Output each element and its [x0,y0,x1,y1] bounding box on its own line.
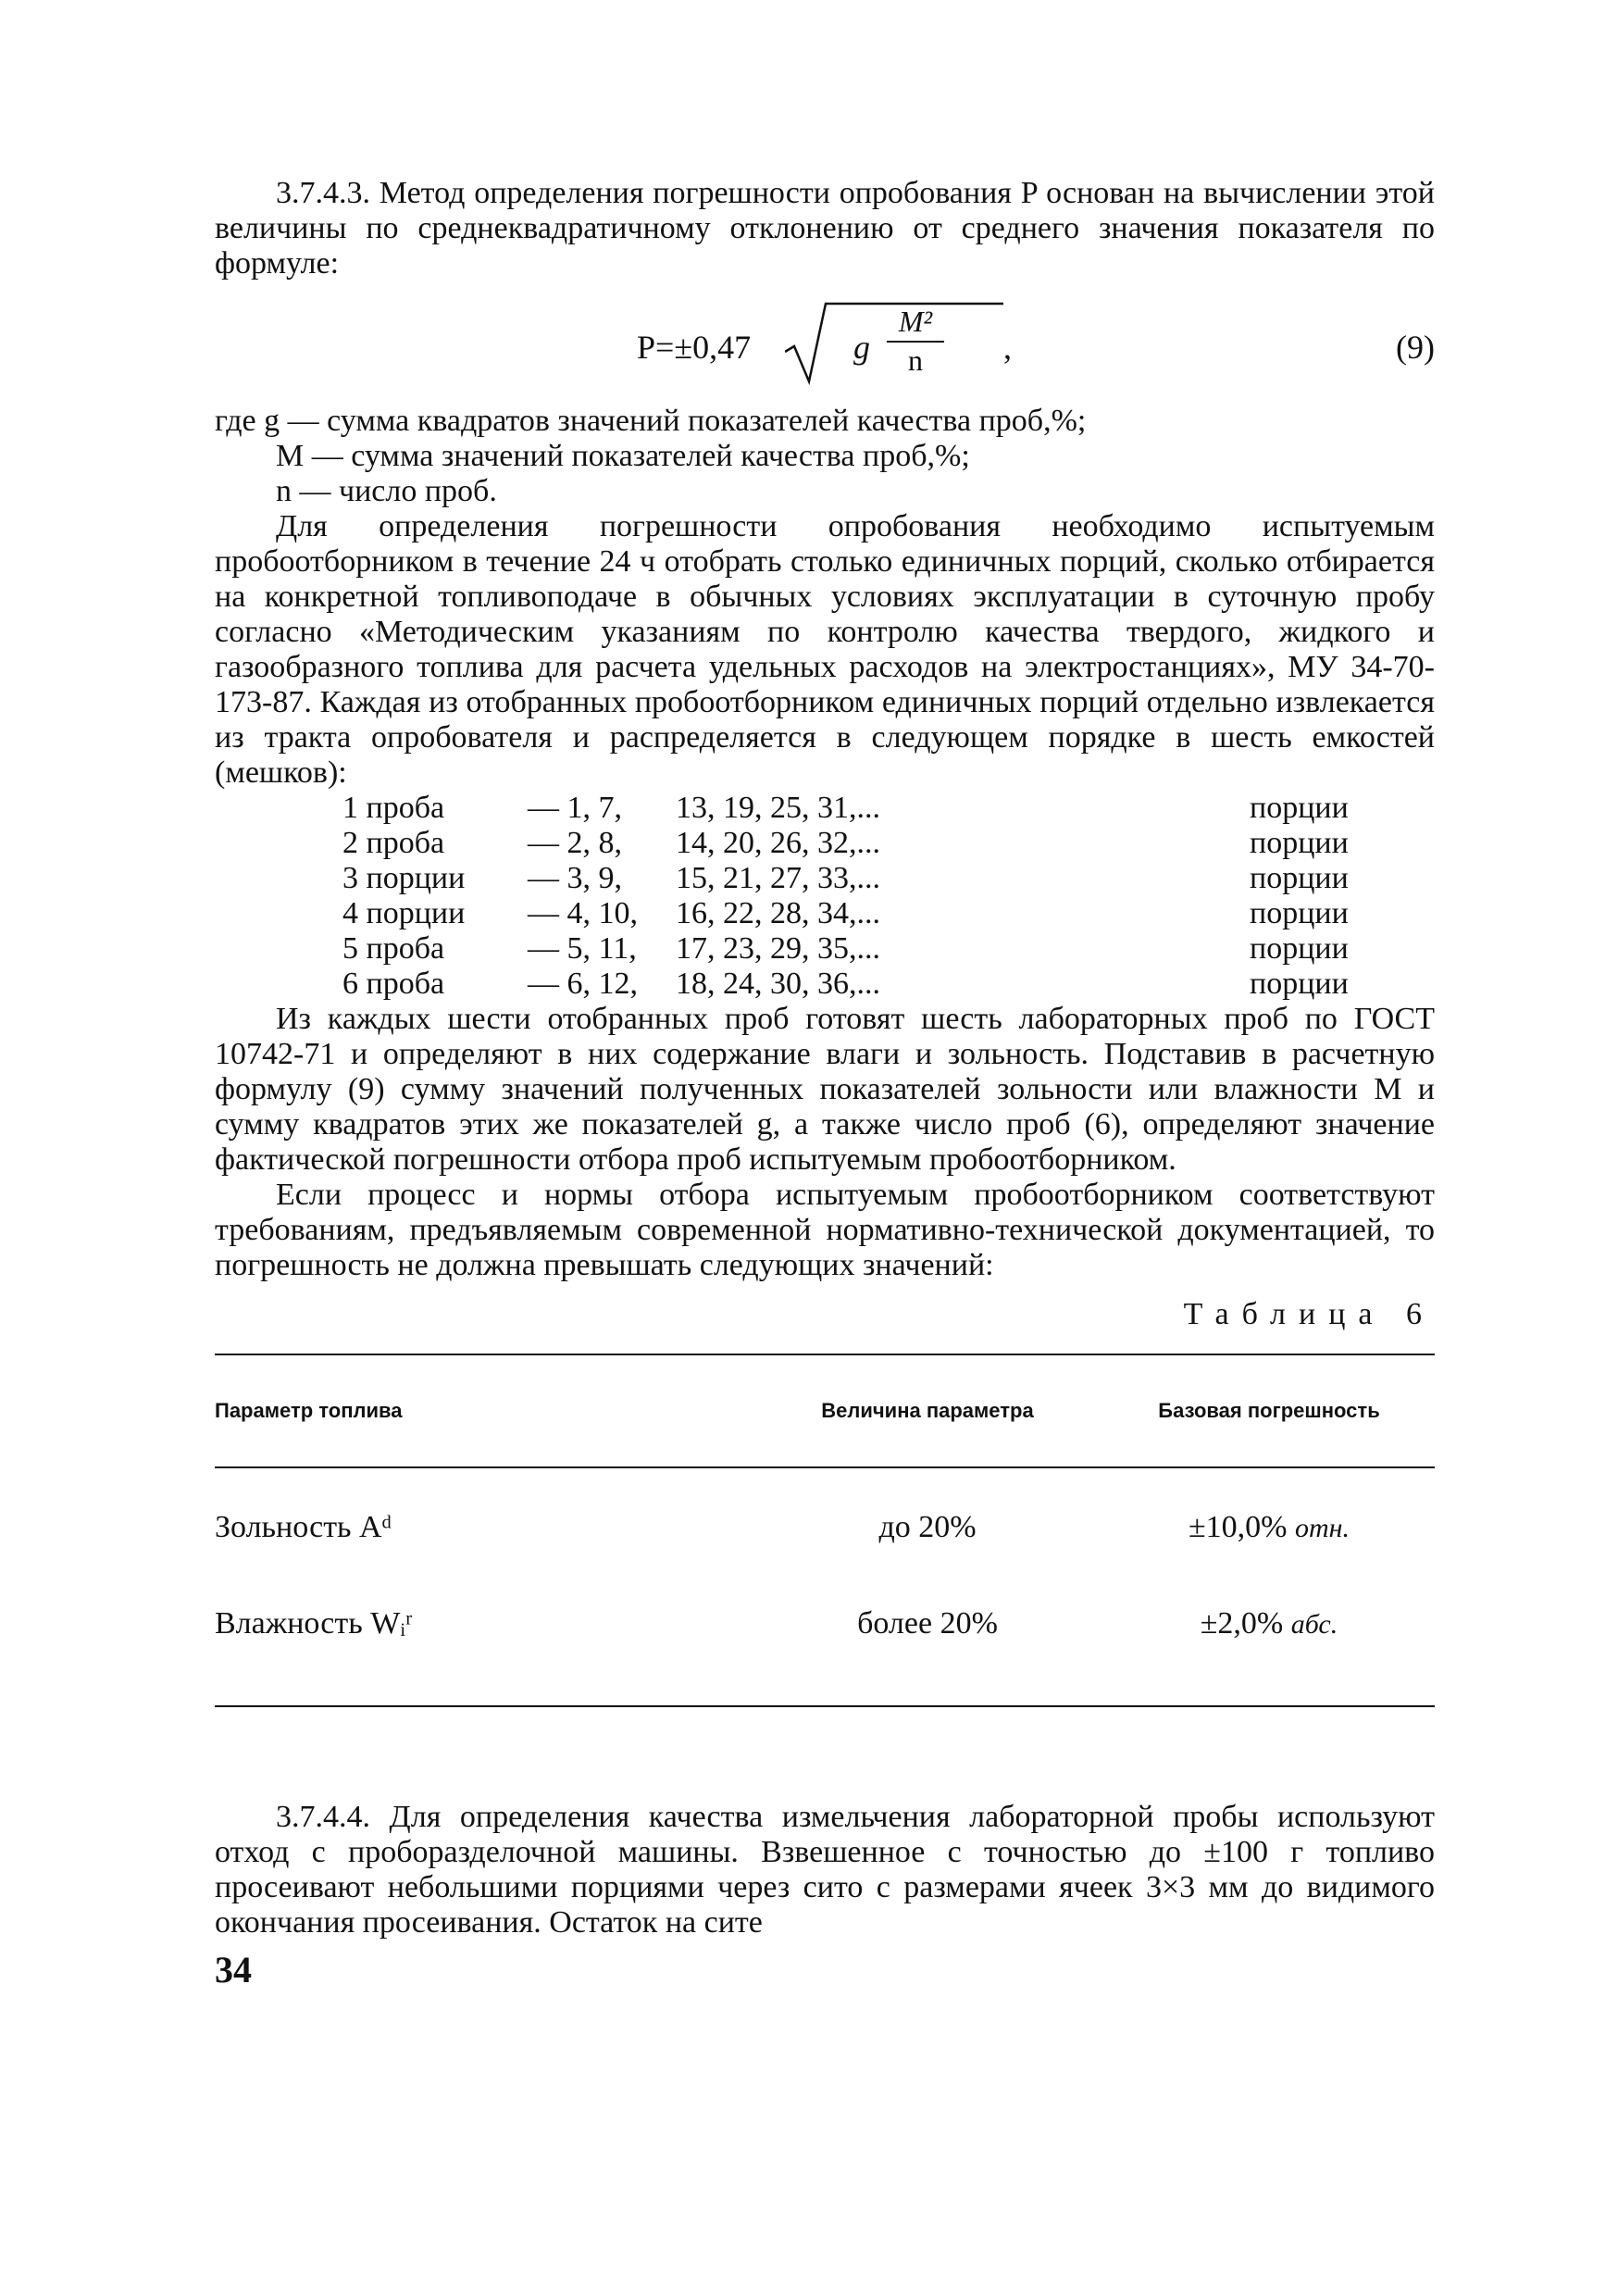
first-portions: — 5, 11, [528,931,637,966]
legend-symbol: где g [215,404,280,438]
legend-item-m [215,439,1435,474]
table-body [215,1468,1435,1705]
lab-samples-paragraph: Из каждых шести отобранных проб готовят шесть лабораторных проб по ГОСТ 10742-71 и определяют в них содержание влаги и зольность. Подставив в расчетную формулу (9) сумму значений полученных показателей зольности или влажности M и сумму квадратов этих же показателей g, а также число проб (6), определяют значение фактической погрешности отбора проб испытуемым пробоотборником. [215,1002,1435,1177]
legend-symbol: M [276,439,305,473]
section-3-7-4-3-paragraph: 3.7.4.3. Метод определения погрешности опробования P основан на вычислении этой величины по среднеквадратичному отклонению от среднего значения показателя по формуле: [215,176,1435,281]
sample-label: 3 порции [342,861,466,895]
formula-lhs: P=±0,47 [637,329,752,366]
rest-portions: 14, 20, 26, 32,... [676,826,880,860]
list-item [342,826,1435,861]
formula-g: g [853,329,870,366]
requirements-paragraph: Если процесс и нормы отбора испытуемым пробоотборником соответствуют требованиям, предъявляемым современной нормативно-технической документацией, то погрешность не должна превышать следующих значений: [215,1178,1435,1282]
first-portions: — 4, 10, [528,896,638,930]
list-item [342,931,1435,967]
table-caption: Таблица 6 [1183,1297,1435,1331]
portion-unit: порции [1250,826,1349,860]
formula-comma: , [1003,329,1012,366]
formula-denominator: n [908,343,923,377]
cell-error [1103,1510,1435,1545]
document-page [215,176,1435,1991]
procedure-paragraph: Для определения погрешности опробования необходимо испытуемым пробоотборником в течение 24 ч отобрать столько единичных порций, сколько отбирается на конкретной топливоподаче в обычных условиях эксплуатации в суточную пробу согласно «Методическим указаниям по контролю качества твердого, жидкого и газообразного топлива для расчета удельных расходов на электростанциях», МУ 34-70-173-87. Каждая из отобранных пробоотборником единичных порций отдельно извлекается из тракта опробователя и распределяется в следующем порядке в шесть емкостей (мешков): [215,509,1435,790]
rest-portions: 15, 21, 27, 33,... [676,861,880,895]
rest-portions: 18, 24, 30, 36,... [676,967,880,1001]
column-header-parameter: Параметр топлива [215,1399,403,1422]
sample-label: 5 проба [342,931,445,966]
rest-portions: 16, 22, 28, 34,... [676,896,880,930]
formula-numerator: M² [898,305,933,338]
error-unit: отн. [1294,1513,1350,1543]
formula-9 [215,289,1435,398]
portion-unit: порции [1250,967,1349,1001]
rest-portions: 13, 19, 25, 31,... [676,791,880,825]
table-row [215,1479,1435,1576]
sample-label: 4 порции [342,896,466,930]
error-unit: абс. [1290,1609,1338,1640]
legend-text: — сумма значений показателей качества проб,%; [311,439,970,473]
sample-label: 2 проба [342,826,445,860]
column-header-error: Базовая погрешность [1158,1399,1380,1422]
sample-label: 1 проба [342,791,445,825]
first-portions: — 1, 7, [528,791,622,825]
list-item [342,861,1435,896]
portion-unit: порции [1250,861,1349,895]
cell-parameter: Зольность Aᵈ [215,1510,392,1544]
legend-item-g [215,404,1435,439]
list-item [342,791,1435,826]
column-header-value: Величина параметра [821,1399,1034,1422]
error-value: ±2,0% [1200,1606,1284,1641]
table-row [215,1576,1435,1672]
first-portions: — 6, 12, [528,967,638,1001]
cell-value: до 20% [878,1510,977,1544]
rest-portions: 17, 23, 29, 35,... [676,931,880,966]
portion-sequence-list [342,791,1435,1002]
legend-item-n [215,474,1435,509]
first-portions: — 3, 9, [528,861,622,895]
formula-fraction [883,306,948,376]
portion-unit: порции [1250,931,1349,966]
error-value: ±10,0% [1188,1510,1288,1544]
legend-symbol: n [276,474,292,508]
section-3-7-4-4-paragraph: 3.7.4.4. Для определения качества измельчения лабораторной пробы используют отход с пробоpазделочной машины. Взвешенное с точностью до ±100 г топливо просеивают небольшими порциями через сито с размерами ячеек 3×3 мм до видимого окончания просеивания. Остаток на сите [215,1800,1435,1940]
legend-text: — число проб. [299,474,497,508]
formula-number: (9) [1396,329,1435,366]
page-number: 34 [215,1949,252,1990]
portion-unit: порции [1250,791,1349,825]
list-item [342,896,1435,931]
table-header-row [215,1355,1435,1466]
cell-parameter: Влажность Wᵢʳ [215,1606,413,1641]
fraction-bar [887,341,944,343]
portion-unit: порции [1250,896,1349,930]
list-item [342,967,1435,1002]
legend-text: — сумма квадратов значений показателей качества проб,%; [287,404,1087,438]
cell-value: более 20% [857,1606,998,1641]
formula-legend [215,404,1435,509]
sample-label: 6 проба [342,967,445,1001]
first-portions: — 2, 8, [528,826,622,860]
cell-error [1103,1606,1435,1641]
